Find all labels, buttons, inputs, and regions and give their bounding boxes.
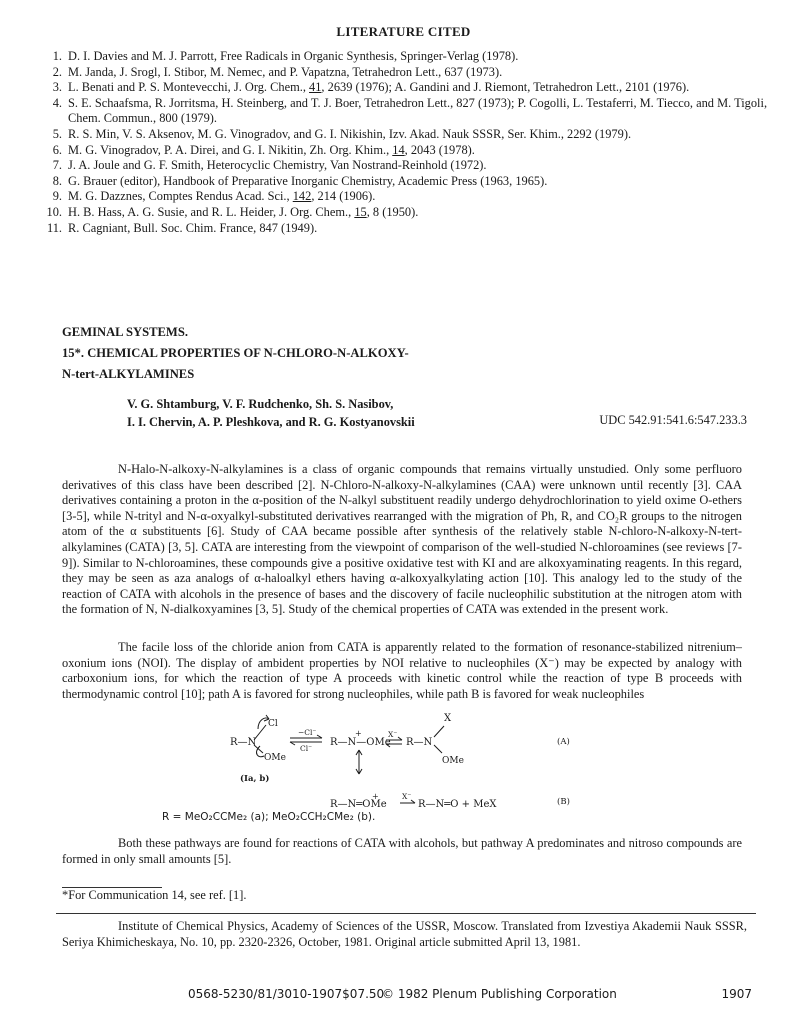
charge-plus: + — [372, 792, 379, 801]
copyright-line: © 1982 Plenum Publishing Corporation — [382, 987, 617, 1001]
reference-fragment: G. Brauer (editor), Handbook of Preparative Inorganic Chemistry, Academic Press (1963, 1965). — [68, 173, 548, 188]
path-b-label: (B) — [557, 797, 570, 807]
reference-fragment: , 2043 (1978). — [404, 142, 475, 157]
reference-number: 1. — [52, 49, 62, 63]
reference-text — [68, 174, 781, 190]
reference-item — [36, 158, 781, 174]
nucleophile-label: X⁻ — [402, 792, 412, 801]
reference-number: 10. — [46, 204, 62, 219]
reference-text — [68, 65, 781, 81]
reference-item — [36, 174, 781, 190]
reference-text — [68, 158, 781, 174]
article-title-line: 15*. CHEMICAL PROPERTIES OF N-CHLORO-N-ALKOXY- — [62, 346, 409, 360]
reference-text — [68, 189, 781, 205]
reference-fragment: D. I. Davies and M. J. Parrott, Free Radicals in Organic Synthesis, Springer-Verlag (1978). — [68, 49, 519, 63]
footnote: *For Communication 14, see ref. [1]. — [62, 888, 247, 902]
volume-number: 142 — [292, 189, 312, 204]
oxonium-ion: R—N═OMe — [330, 799, 387, 810]
reference-fragment: S. E. Schaafsma, R. Jorritsma, H. Steinberg, and T. J. Boer, Tetrahedron Lett., 827 (1973); P. Cogolli, L. Testaferri, M. Tiecco, and M. Tigoli, Chem. Commun., 800 (1979). — [68, 95, 768, 126]
bond-line — [434, 726, 444, 737]
reference-item — [36, 143, 781, 159]
reference-fragment: , 2639 (1976); A. Gandini and J. Riemont, Tetrahedron Lett., 2101 (1976). — [321, 80, 690, 95]
reference-item — [36, 49, 781, 65]
intro-paragraph: N-Halo-N-alkoxy-N-alkylamines is a class of organic compounds that remains virtually unstudied. Only some perfluoro derivatives of this class have been described [2]. N-Chloro-N-alkoxy-N-alkylamines (CAA) were unknown until recently [3]. CAA derivatives containing a proton in the α-position of the N-alkyl substituent readily undergo dehydrochlorination to yield oxime O-ethers [3-5], while N-trityl and N-α-oxyalkyl-substituted derivatives rearranged with the migration of Ph, R, and CO₂R groups to the nitrogen atom of the α substituents [6]. Study of CAA became possible after synthesis of the relatively stable N-chloro-N-alkoxy-N-tert-alkylamines (CATA) [3, 5]. CATA are interesting from the viewpoint of comparison of the well-studied N-chloroamines (see reviews [7-9]). Similar to N-chloroamines, these compounds give a positive oxidative test with KI and are alkoxyaminating reagents. In this regard, they may be seen as aza analogs of α-haloalkyl ethers having α-alkoxyalkylating action [10]. This analogy led to the study of the reaction of CATA with alcohols in the presence of bases and the discovery of facile nucleophilic substitution at the nitrogen atom with the formation of N, N-dialkoxyamines [3, 5]. Study of the chemical properties of CATA was extended in the present work. — [62, 462, 742, 617]
methoxy-group: OMe — [264, 753, 286, 763]
reference-fragment: , 8 (1950). — [366, 204, 419, 219]
compound-label: (Ia, b) — [240, 774, 270, 784]
product-b: R—N═O + MeX — [418, 799, 497, 810]
mechanism-paragraph: The facile loss of the chloride anion from CATA is apparently related to the formation of resonance-stabilized nitrenium–oxonium ions (NOI). The display of ambident properties by NOI relative to nucleophiles (X⁻) may be expected by analogy with carboxonium ions, for which the reaction of type A proceeds with kinetic control while the reaction of type B proceeds with thermodynamic control [10]; path A is favored for strong nucleophiles, while path B is favored for weak nucleophiles — [62, 640, 742, 701]
reference-item — [36, 205, 781, 221]
udc-code: UDC 542.91:541.6:547.233.3 — [599, 413, 747, 427]
reference-text — [68, 143, 781, 159]
reference-number: 11. — [46, 220, 62, 235]
reference-item — [36, 189, 781, 205]
author-list — [127, 395, 415, 431]
reference-text — [68, 221, 781, 237]
reference-item — [36, 80, 781, 96]
bond-line — [434, 745, 442, 753]
reference-text — [68, 205, 781, 221]
substituent-definition: R = MeO₂CCMe₂ (a); MeO₂CCH₂CMe₂ (b). — [162, 811, 376, 823]
institute-divider — [56, 913, 756, 914]
reaction-scheme — [150, 708, 610, 823]
reference-number: 9. — [52, 189, 62, 204]
author-line: V. G. Shtamburg, V. F. Rudchenko, Sh. S. Nasibov, — [127, 397, 394, 411]
reference-item — [36, 96, 781, 127]
volume-number: 41 — [309, 80, 322, 95]
conclusion-paragraph: Both these pathways are found for reactions of CATA with alcohols, but pathway A predominates and nitroso compounds are formed in only small amounts [5]. — [62, 836, 742, 866]
author-line: I. I. Chervin, A. P. Pleshkova, and R. G. Kostyanovskii — [127, 415, 415, 429]
reference-item — [36, 65, 781, 81]
reference-text — [68, 49, 781, 65]
reference-list — [36, 49, 781, 236]
reference-text — [68, 80, 781, 96]
reference-number: 4. — [52, 95, 62, 110]
reference-fragment: M. G. Vinogradov, P. A. Direi, and G. I. Nikitin, Zh. Org. Khim., — [68, 142, 393, 157]
reference-fragment: M. Janda, J. Srogl, I. Stibor, M. Nemec, and P. Vapatzna, Tetrahedron Lett., 637 (1973). — [68, 64, 503, 79]
reference-fragment: M. G. Dazznes, Comptes Rendus Acad. Sci., — [68, 189, 293, 204]
literature-heading: LITERATURE CITED — [336, 24, 471, 39]
nitrenium-ion: R—N—OMe — [330, 737, 391, 748]
nucleophile-group: X — [444, 713, 452, 724]
reference-fragment: R. S. Min, V. S. Aksenov, M. G. Vinogradov, and G. I. Nikishin, Izv. Akad. Nauk SSSR, Ser. Khim., 2292 (1979). — [68, 126, 632, 141]
reference-fragment: J. A. Joule and G. F. Smith, Heterocyclic Chemistry, Van Nostrand-Reinhold (1972). — [68, 158, 487, 173]
amine-group: R—N — [230, 737, 257, 748]
article-title — [62, 322, 409, 385]
reference-fragment: H. B. Hass, A. G. Susie, and R. L. Heider, J. Org. Chem., — [68, 204, 355, 219]
loss-of-chloride-label: −Cl⁻ — [298, 728, 317, 737]
reference-text — [68, 127, 781, 143]
reference-number: 8. — [52, 173, 62, 188]
reference-item — [36, 127, 781, 143]
charge-plus: + — [355, 729, 362, 738]
curved-arrow-icon — [257, 746, 264, 757]
reference-item — [36, 221, 781, 237]
article-title-line: N-tert-ALKYLAMINES — [62, 367, 195, 381]
methoxy-group: OMe — [442, 756, 464, 766]
reference-fragment: , 214 (1906). — [311, 189, 376, 204]
reference-fragment: R. Cagniant, Bull. Soc. Chim. France, 847 (1949). — [68, 220, 318, 235]
add-chloride-label: Cl⁻ — [300, 744, 313, 753]
path-a-label: (A) — [557, 737, 570, 747]
institute-note: Institute of Chemical Physics, Academy of Sciences of the USSR, Moscow. Translated from Izvestiya Akademii Nauk SSSR, Seriya Khimicheskaya, No. 10, pp. 2320-2326, October, 1981. Original article submitted April 13, 1981. — [62, 919, 747, 949]
journal-code: 0568-5230/81/3010-1907$07.50 — [188, 987, 385, 1001]
article-title-line: GEMINAL SYSTEMS. — [62, 325, 188, 339]
volume-number: 15 — [354, 204, 367, 219]
product-a: R—N — [406, 737, 433, 748]
reference-number: 6. — [52, 142, 62, 157]
page-number: 1907 — [721, 987, 752, 1001]
reference-number: 7. — [52, 158, 62, 173]
reference-number: 3. — [52, 80, 62, 95]
volume-number: 14 — [392, 142, 405, 157]
reference-text — [68, 96, 781, 127]
reference-number: 5. — [52, 126, 62, 141]
nucleophile-label: X⁻ — [388, 730, 398, 739]
chloro-group: Cl — [268, 719, 278, 729]
reference-number: 2. — [52, 64, 62, 79]
reference-fragment: L. Benati and P. S. Montevecchi, J. Org. Chem., — [68, 80, 310, 95]
